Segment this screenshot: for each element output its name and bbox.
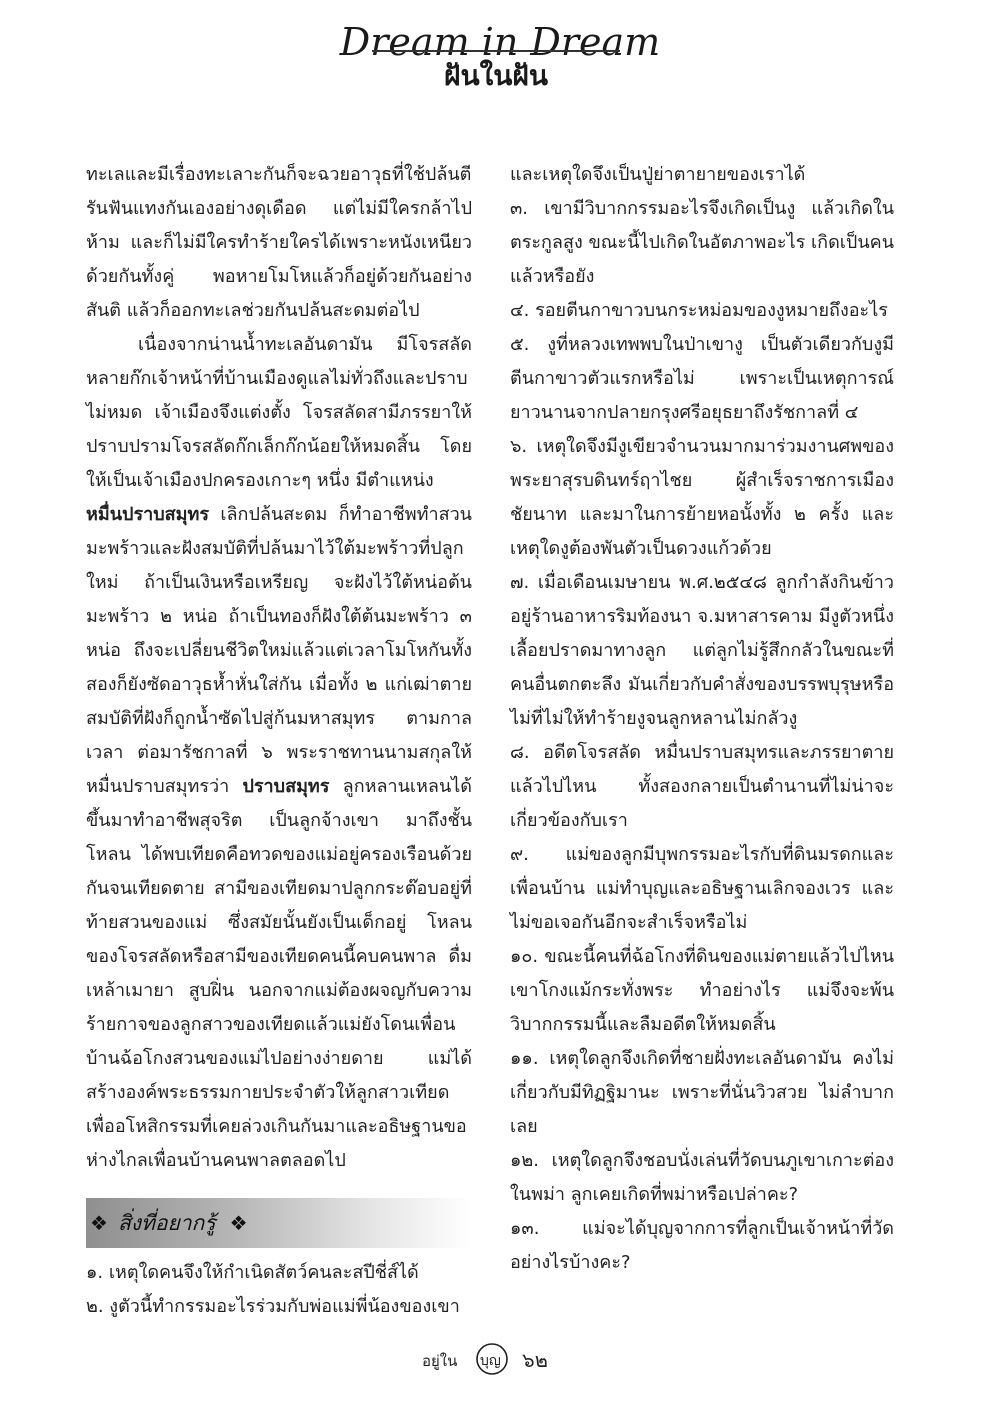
question-list-left — [86, 1256, 472, 1324]
list-item: ๘. อดีตโจรสลัด หมื่นปราบสมุทรและภรรยาตายแล้วไปไหน ทั้งสองกลายเป็นตำนานที่ไม่น่าจะเกี่ยวข้องกับเรา — [510, 742, 894, 831]
page-number: ๖๒ — [522, 1348, 548, 1372]
left-column — [86, 158, 472, 1178]
paragraph: เนื่องจากน่านน้ำทะเลอันดามัน มีโจรสลัดหลายก๊กเจ้าหน้าที่บ้านเมืองดูแลไม่ทั่วถึงและปราบไม่หมด เจ้าเมืองจึงแต่งตั้ง โจรสลัดสามีภรรยาให้ปราบปรามโจรสลัดก๊กเล็กก๊กน้อยให้หมดสิ้น โดยให้เป็นเจ้าเมืองปกครองเกาะๆ หนึ่ง มีตำแหน่ง — [86, 334, 472, 491]
svg-text:บุญ: บุญ — [480, 1353, 501, 1369]
list-item: ๙. แม่ของลูกมีบุพกรรมอะไรกับที่ดินมรดกและเพื่อนบ้าน แม่ทำบุญและอธิษฐานเลิกจองเวร และไม่ขอเจอกันอีกจะสำเร็จหรือไม่ — [510, 844, 894, 933]
list-item: ๑๒. เหตุใดลูกจึงชอบนั่งเล่นที่วัดบนภูเขาเกาะต่องในพม่า ลูกเคยเกิดที่พม่าหรือเปล่าคะ? — [510, 1150, 894, 1205]
list-item: ๗. เมื่อเดือนเมษายน พ.ศ.๒๕๔๘ ลูกกำลังกินข้าวอยู่ร้านอาหารริมท้องนา จ.มหาสารคาม มีงูตัวหนึ่งเลื้อยปราดมาทางลูก แต่ลูกไม่รู้สึกกลัวในขณะที่คนอื่นตกตะลึง มันเกี่ยวกับคำสั่งของบรรพบุรุษหรือไม่ที่ไม่ให้ทำร้ายงูจนลูกหลานไม่กลัวงู — [510, 572, 894, 729]
paragraph — [86, 498, 472, 1178]
title-divider — [372, 50, 620, 52]
magazine-logo — [420, 1342, 520, 1376]
bold-term: ปราบสมุทร — [242, 776, 330, 797]
list-item: ๓. เขามีวิบากกรรมอะไรจึงเกิดเป็นงู แล้วเกิดในตระกูลสูง ขณะนี้ไปเกิดในอัตภาพอะไร เกิดเป็นคนแล้วหรือยัง — [510, 198, 894, 287]
diamond-icon: ❖ — [90, 1211, 108, 1235]
bold-term: หมื่นปราบสมุทร — [86, 504, 210, 525]
paragraph-text: เลิกปล้นสะดม ก็ทำอาชีพทำสวนมะพร้าวและฝังสมบัติที่ปล้นมาไว้ใต้มะพร้าวที่ปลูกใหม่ ถ้าเป็นเงินหรือเหรียญ จะฝังไว้ใต้หน่อต้นมะพร้าว ๒ หน่อ ถ้าเป็นทองก็ฝังใต้ต้นมะพร้าว ๓ หน่อ ถึงจะเปลี่ยนชีวิตใหม่แล้วแต่เวลาโมโหกันทั้งสองก็ยังซัดอาวุธห้ำหั่นใส่กัน เมื่อทั้ง ๒ แก่เฒ่าตาย สมบัติที่ฝังก็ถูกน้ำซัดไปสู่ก้นมหาสมุทร ตามกาลเวลา ต่อมารัชกาลที่ ๖ พระราชทานนามสกุลให้หมื่นปราบสมุทรว่า — [86, 504, 472, 797]
diamond-icon: ❖ — [229, 1211, 248, 1235]
logo-text: อยู่ใน — [422, 1352, 458, 1370]
section-heading — [86, 1198, 472, 1248]
list-item: ๔. รอยตีนกาขาวบนกระหม่อมของงูหมายถึงอะไร — [510, 300, 888, 321]
paragraph-text: ลูกหลานเหลนได้ขึ้นมาทำอาชีพสุจริต เป็นลูกจ้างเขา มาถึงชั้นโหลน ได้พบเทียดคือทวดของแม่อยู่ครองเรือนด้วยกันจนเทียดตาย สามีของเทียดมาปลูกกระต๊อบอยู่ที่ท้ายสวนของแม่ ซึ่งสมัยนั้นยังเป็นเด็กอยู่ โหลนของโจรสลัดหรือสามีของเทียดคนนี้คบคนพาล ดื่มเหล้าเมายา สูบฝิ่น นอกจากแม่ต้องผจญกับความร้ายกาจของลูกสาวของเทียดแล้วแม่ยังโดนเพื่อนบ้านฉ้อโกงสวนของแม่ไปอย่างง่ายดาย แม่ได้สร้างองค์พระธรรมกายประจำตัวให้ลูกสาวเทียด เพื่ออโหสิกรรมที่เคยล่วงเกินกันมาและอธิษฐานขอห่างไกลเพื่อนบ้านคนพาลตลอดไป — [86, 776, 472, 1171]
title-english: Dream in Dream — [339, 20, 661, 64]
list-item: ๑. เหตุใดคนจึงให้กำเนิดสัตว์คนละสปีชี่ส์ได้ — [86, 1262, 419, 1283]
paragraph: ทะเลและมีเรื่องทะเลาะกันก็จะฉวยอาวุธที่ใช้ปล้นตีรันฟันแทงกันเองอย่างดุเดือด แต่ไม่มีใครกล้าไปห้าม และก็ไม่มีใครทำร้ายใครได้เพราะหนังเหนียวด้วยกันทั้งคู่ พอหายโมโหแล้วก็อยู่ด้วยกันอย่างสันติ แล้วก็ออกทะเลช่วยกันปล้นสะดมต่อไป — [86, 164, 472, 321]
list-item: ๑๓. แม่จะได้บุญจากการที่ลูกเป็นเจ้าหน้าที่วัดอย่างไรบ้างคะ? — [510, 1218, 894, 1273]
list-item: ๑๐. ขณะนี้คนที่ฉ้อโกงที่ดินของแม่ตายแล้วไปไหน เขาโกงแม้กระทั่งพระ ทำอย่างไร แม่จึงจะพ้นวิบากกรรมนี้และลืมอดีตให้หมดสิ้น — [510, 946, 894, 1035]
page-footer — [0, 1340, 1000, 1380]
section-title: สิ่งที่อยากรู้ — [117, 1210, 216, 1235]
title-thai: ฝันในฝัน — [444, 59, 548, 92]
list-item: ๑๑. เหตุใดลูกจึงเกิดที่ชายฝั่งทะเลอันดามัน คงไม่เกี่ยวกับมีทิฏฐิมานะ เพราะที่นั่นวิวสวย ไม่ลำบากเลย — [510, 1048, 894, 1137]
right-column — [510, 158, 894, 1280]
list-item: ๒. งูตัวนี้ทำกรรมอะไรร่วมกับพ่อแม่พี่น้องของเขา — [86, 1296, 460, 1317]
list-item: ๖. เหตุใดจึงมีงูเขียวจำนวนมากมาร่วมงานศพของพระยาสุรบดินทร์ฤาไชย ผู้สำเร็จราชการเมืองชัยนาท และมาในการย้ายหอนั้งทั้ง ๒ ครั้ง และเหตุใดงูต้องพันตัวเป็นดวงแก้วด้วย — [510, 436, 894, 559]
list-item: ๕. งูที่หลวงเทพพบในป่าเขางู เป็นตัวเดียวกับงูมีตีนกาขาวตัวแรกหรือไม่ เพราะเป็นเหตุการณ์ยาวนานจากปลายกรุงศรีอยุธยาถึงรัชกาลที่ ๔ — [510, 334, 894, 423]
list-item: และเหตุใดจึงเป็นปู่ย่าตายายของเราได้ — [510, 164, 806, 185]
